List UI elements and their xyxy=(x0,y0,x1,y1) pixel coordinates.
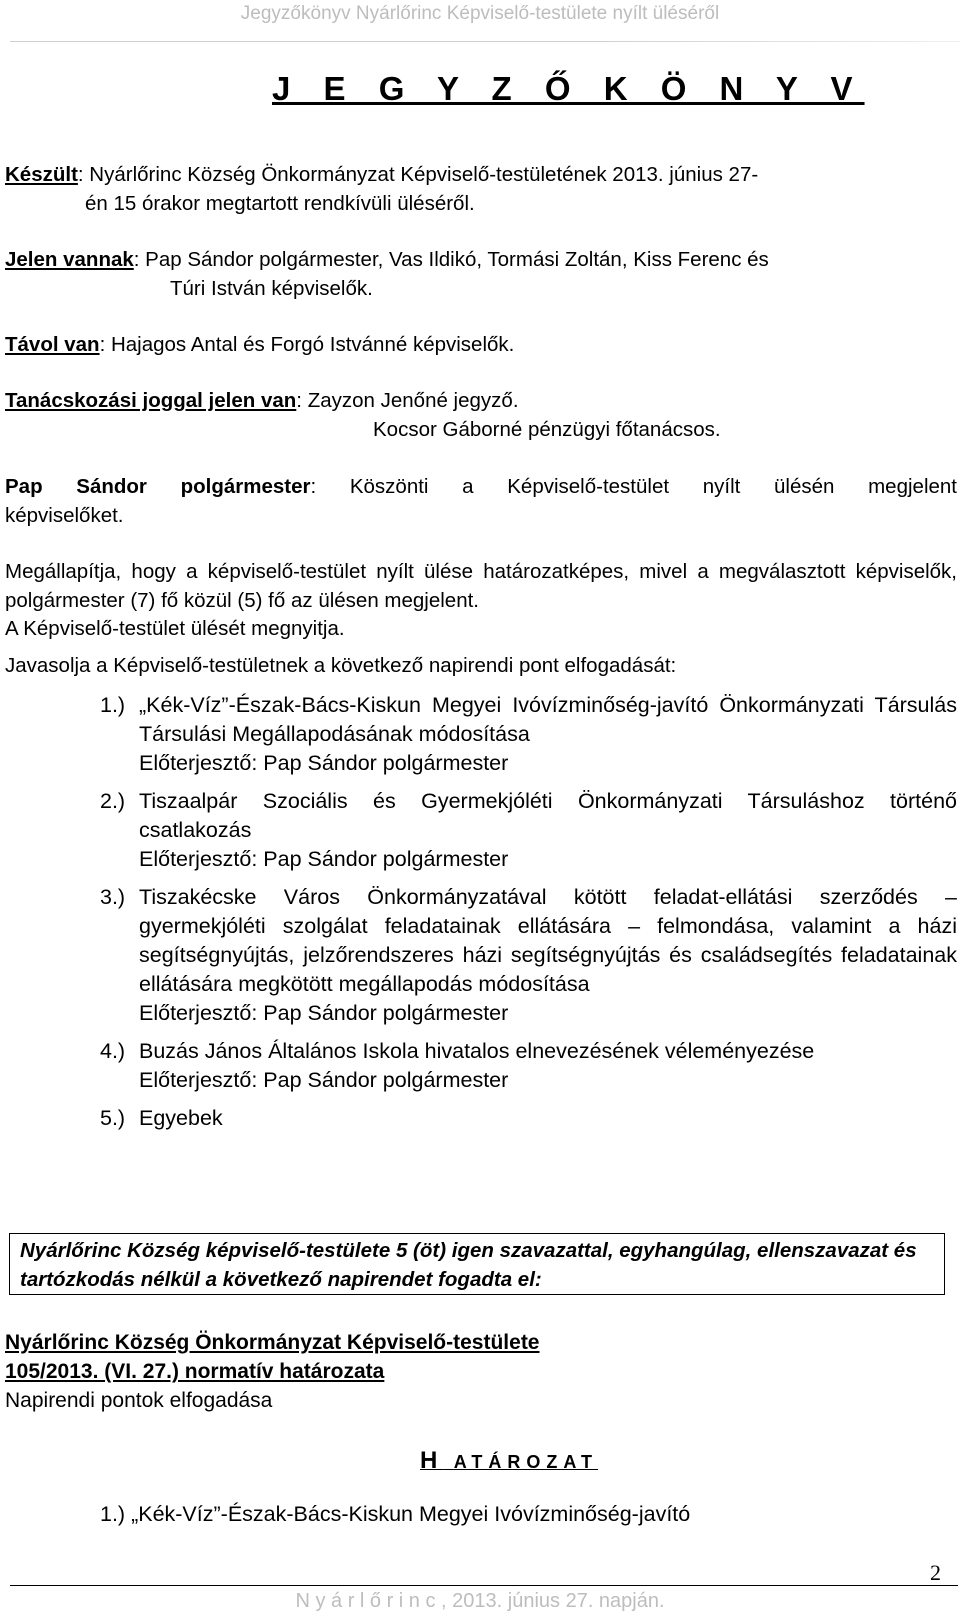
tanacskozasi-text-cont: Kocsor Gáborné pénzügyi főtanácsos. xyxy=(373,418,721,441)
resolution-number: 105/2013. (VI. 27.) normatív határozata xyxy=(5,1360,385,1383)
agenda-item-number: 4.) xyxy=(100,1039,126,1063)
page-number: 2 xyxy=(930,1560,941,1585)
jelen-text: : Pap Sándor polgármester, Vas Ildikó, Tormási Zoltán, Kiss Ferenc és xyxy=(133,248,769,271)
agenda-item xyxy=(100,691,957,778)
agenda-item-presenter: Előterjesztő: Pap Sándor polgármester xyxy=(139,847,509,871)
agenda-item-text: „Kék-Víz”-Észak-Bács-Kiskun Megyei Ivóvízminőség-javító Önkormányzati Társulás Társulási Megállapodásának módosítása xyxy=(139,693,957,746)
tanacskozasi-label: Tanácskozási joggal jelen van xyxy=(5,389,297,412)
hatarozat-heading xyxy=(420,1447,598,1475)
tavol-label: Távol van xyxy=(5,333,100,356)
hatarozat-rest: ATÁROZAT xyxy=(453,1452,598,1472)
header-divider xyxy=(10,41,960,42)
keszult-text-cont: én 15 órakor megtartott rendkívüli üléséről. xyxy=(85,192,475,215)
running-footer: N y á r l ő r i n c , 2013. június 27. napján. xyxy=(295,1590,665,1612)
agenda-item xyxy=(100,1104,957,1133)
agenda-item-presenter: Előterjesztő: Pap Sándor polgármester xyxy=(139,751,509,775)
agenda-item-number: 3.) xyxy=(100,885,126,909)
resolution-heading xyxy=(5,1328,540,1415)
agenda-item-text: Tiszakécske Város Önkormányzatával kötött feladat-ellátási szerződés – gyermekjóléti szolgálat feladatainak ellátására – felmondása, valamint a házi segítségnyújtás, jelzőrendszeres házi segítségnyújtás és családsegítés feladatainak ellátására megkötött megállapodás módosítása xyxy=(139,885,957,996)
pap-text: : Köszönti a Képviselő-testület nyílt ülésén megjelent xyxy=(310,475,957,498)
pap-label: Pap Sándor polgármester xyxy=(5,475,311,498)
jelen-label: Jelen vannak xyxy=(5,248,134,271)
keszult-text: : Nyárlőrinc Község Önkormányzat Képviselő-testületének 2013. június 27- xyxy=(77,163,759,186)
hatarozat-initial: H xyxy=(420,1447,444,1474)
agenda-list xyxy=(100,691,957,1133)
tanacskozasi-paragraph xyxy=(5,386,957,444)
agenda-item-text: Egyebek xyxy=(139,1106,223,1130)
running-header: Jegyzőkönyv Nyárlőrinc Képviselő-testülete nyílt üléséről xyxy=(240,3,720,24)
resolution-item: 1.) „Kék-Víz”-Észak-Bács-Kiskun Megyei Ivóvízminőség-javító xyxy=(100,1502,691,1526)
megnyitja-line: A Képviselő-testület ülését megnyitja. xyxy=(5,617,345,640)
footer-divider xyxy=(10,1585,958,1586)
javasolja-line: Javasolja a Képviselő-testületnek a következő napirendi pont elfogadását: xyxy=(5,654,677,677)
agenda-item-number: 2.) xyxy=(100,789,126,813)
agenda-item xyxy=(100,787,957,874)
vote-result-box: Nyárlőrinc Község képviselő-testülete 5 (öt) igen szavazattal, egyhangúlag, ellenszavazat és tartózkodás nélkül a következő napirendet fogadta el: xyxy=(9,1233,945,1295)
agenda-item-text: Tiszaalpár Szociális és Gyermekjóléti Önkormányzati Társuláshoz történő csatlakozás xyxy=(139,789,957,842)
jelen-text-cont: Túri István képviselők. xyxy=(170,277,373,300)
agenda-item-number: 5.) xyxy=(100,1106,126,1130)
agenda-item-number: 1.) xyxy=(100,693,126,717)
resolution-subject: Napirendi pontok elfogadása xyxy=(5,1389,273,1412)
resolution-body-name: Nyárlőrinc Község Önkormányzat Képviselő-testülete xyxy=(5,1331,540,1354)
agenda-item-presenter: Előterjesztő: Pap Sándor polgármester xyxy=(139,1068,509,1092)
pap-paragraph xyxy=(5,472,957,530)
agenda-item xyxy=(100,1037,957,1095)
tanacskozasi-text: : Zayzon Jenőné jegyző. xyxy=(296,389,519,412)
agenda-item xyxy=(100,883,957,1028)
keszult-paragraph xyxy=(5,160,957,218)
keszult-label: Készült xyxy=(5,163,78,186)
tavol-paragraph xyxy=(5,330,957,359)
document-title: J E G Y Z Ő K Ö N Y V xyxy=(272,70,865,107)
tavol-text: : Hajagos Antal és Forgó Istvánné képviselők. xyxy=(99,333,515,356)
agenda-item-text: Buzás János Általános Iskola hivatalos elnevezésének véleményezése xyxy=(139,1039,815,1063)
jelen-paragraph xyxy=(5,245,957,303)
megallapitja-paragraph: Megállapítja, hogy a képviselő-testület nyílt ülése határozatképes, mivel a megválasztott képviselők, polgármester (7) fő közül (5) fő az ülésen megjelent. xyxy=(5,560,957,612)
pap-text-cont: képviselőket. xyxy=(5,504,124,527)
agenda-item-presenter: Előterjesztő: Pap Sándor polgármester xyxy=(139,1001,509,1025)
